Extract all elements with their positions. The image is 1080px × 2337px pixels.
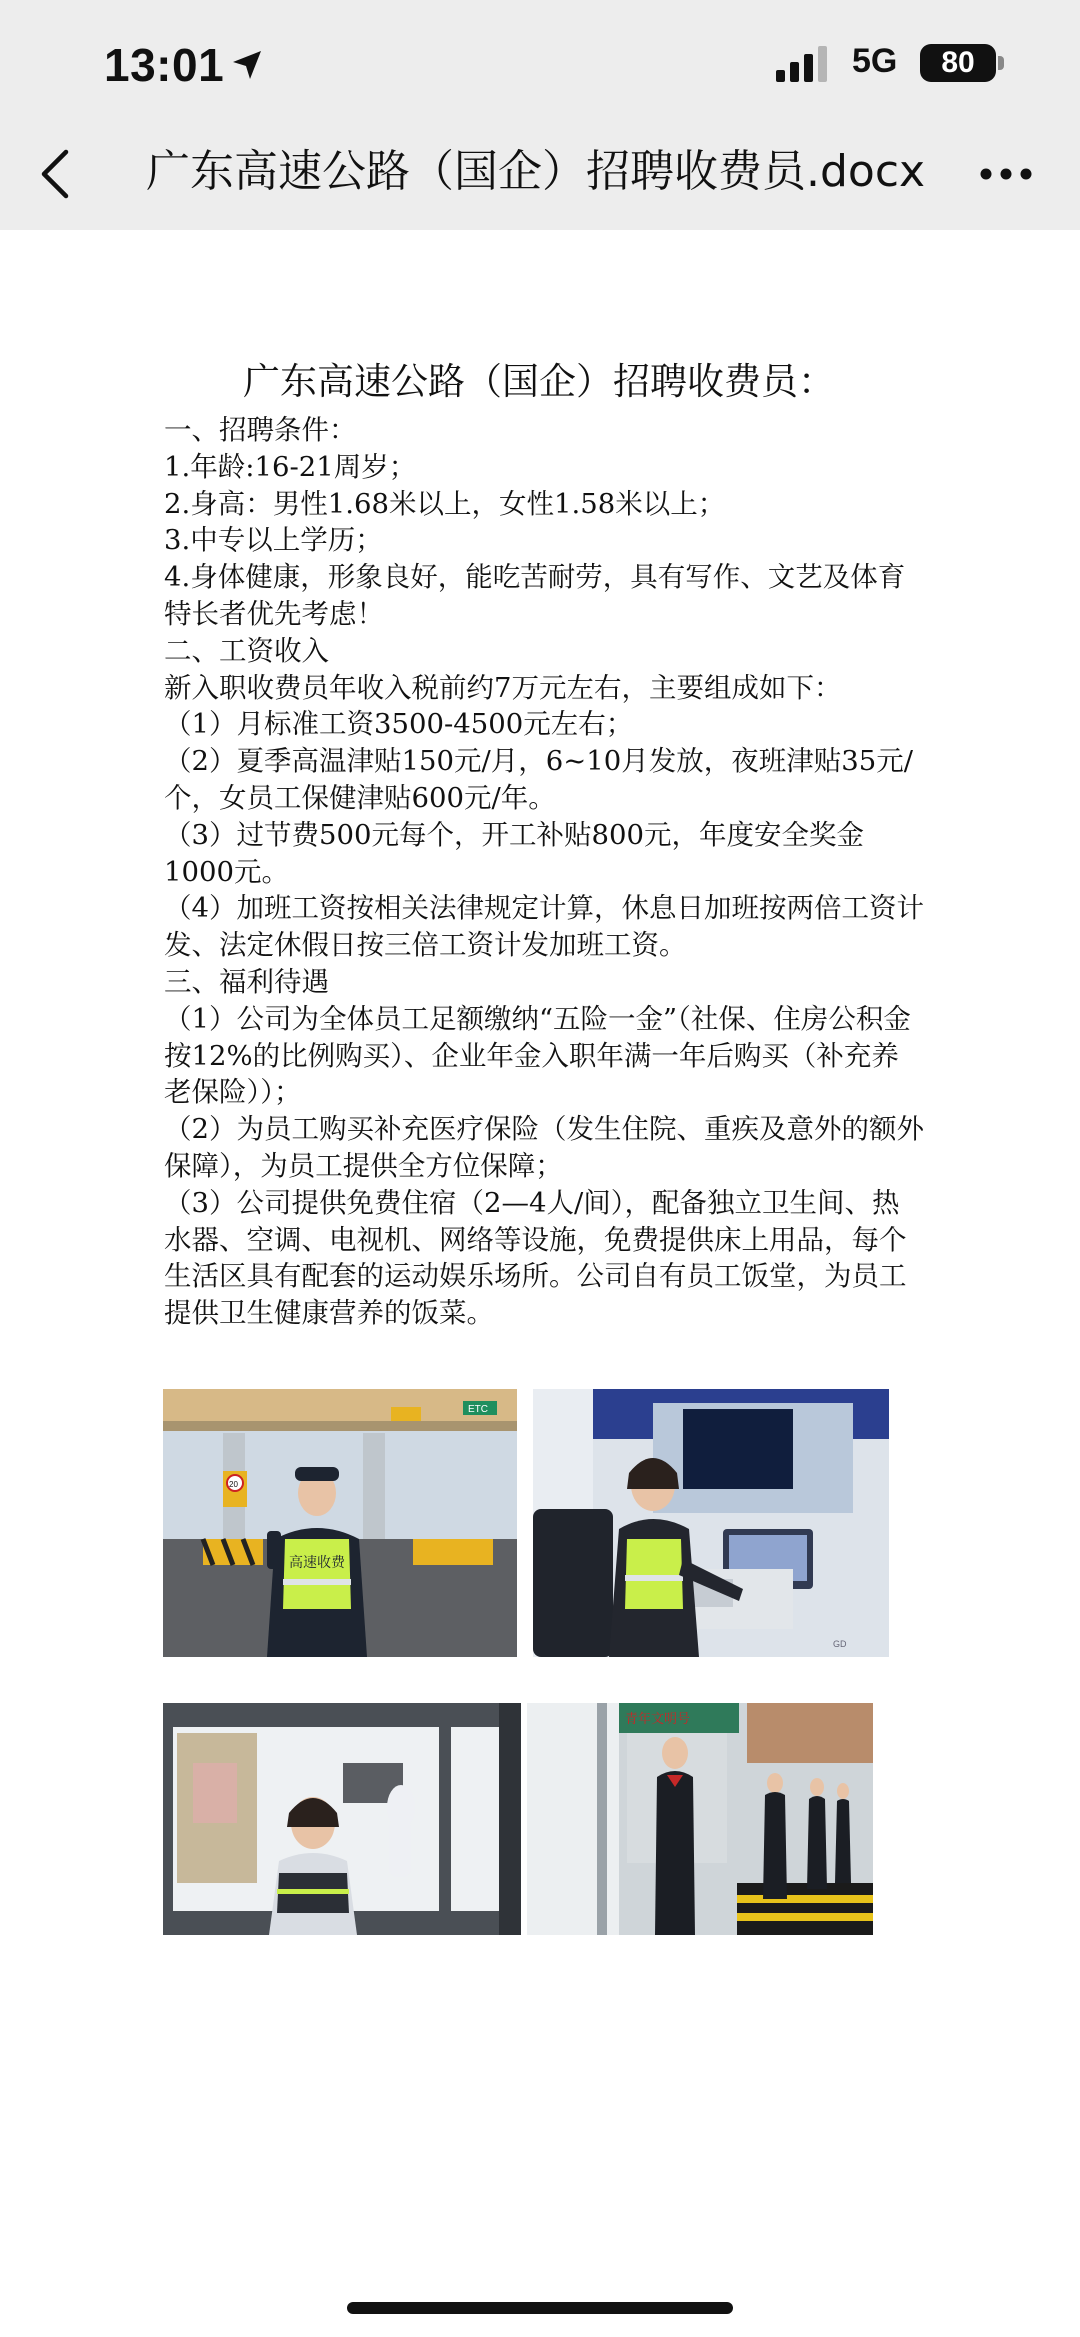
document-heading: 广东高速公路（国企）招聘收费员： — [243, 360, 835, 403]
photo-uniformed-staff — [527, 1703, 873, 1935]
battery-indicator — [920, 44, 996, 82]
chevron-left-icon[interactable] — [36, 146, 76, 202]
photo-booth-operator — [533, 1389, 889, 1657]
paragraph: （1）公司为全体员工足额缴纳“五险一金”（社保、住房公积金按12%的比例购买）、企业年金入职年满一年后购买（补充养老保险））； — [164, 1002, 911, 1109]
location-arrow-icon — [230, 48, 264, 82]
section-heading: 一、招聘条件： — [164, 414, 357, 446]
paragraph: （1）月标准工资3500-4500元左右； — [164, 708, 634, 741]
photo-window-greeting — [163, 1703, 521, 1935]
vest-text: 高速收费 — [289, 1555, 345, 1571]
logo-text: GD — [833, 1639, 847, 1649]
etc-sign-text: ETC — [468, 1404, 488, 1415]
photo-toll-plaza-staff — [163, 1389, 517, 1657]
paragraph: （4）加班工资按相关法律规定计算，休息日加班按两倍工资计发、法定休假日按三倍工资计发加班工资。 — [164, 892, 924, 962]
document-body — [164, 350, 924, 1332]
sign-text: 青年文明号 — [625, 1712, 691, 1727]
cellular-signal-icon — [776, 46, 836, 82]
home-indicator[interactable] — [347, 2302, 733, 2314]
battery-cap — [998, 56, 1004, 70]
paragraph: （2）为员工购买补充医疗保险（发生住院、重疾及意外的额外保障），为员工提供全方位保障； — [164, 1113, 924, 1182]
paragraph: （3）过节费500元每个，开工补贴800元，年度安全奖金1000元。 — [164, 818, 864, 888]
status-time: 13:01 — [104, 39, 225, 91]
network-type: 5G — [852, 42, 898, 80]
speed-sign-text: 20 — [229, 1480, 238, 1489]
section-heading: 二、工资收入 — [164, 634, 329, 667]
paragraph: 2.身高：男性1.68米以上，女性1.58米以上； — [164, 487, 726, 520]
paragraph: （3）公司提供免费住宿（2—4人/间），配备独立卫生间、热水器、空调、电视机、网络等设施，免费提供床上用品，每个生活区具有配套的运动娱乐场所。公司自有员工饭堂，为员工提供卫生健康营养的饭菜。 — [164, 1186, 907, 1330]
section-heading: 三、福利待遇 — [164, 965, 329, 998]
paragraph: 1.年龄:16-21周岁； — [164, 450, 417, 483]
document-title: 广东高速公路（国企）招聘收费员.docx — [146, 146, 926, 197]
paragraph: 3.中专以上学历； — [164, 524, 383, 557]
paragraph: （2）夏季高温津贴150元/月，6~10月发放，夜班津贴35元/个，女员工保健津贴600元/年。 — [164, 745, 914, 814]
paragraph: 新入职收费员年收入税前约7万元左右，主要组成如下： — [164, 671, 842, 704]
ellipsis-icon[interactable] — [978, 166, 1034, 182]
paragraph: 4.身体健康，形象良好，能吃苦耐劳，具有写作、文艺及体育特长者优先考虑！ — [164, 561, 906, 630]
battery-level: 80 — [941, 46, 975, 79]
